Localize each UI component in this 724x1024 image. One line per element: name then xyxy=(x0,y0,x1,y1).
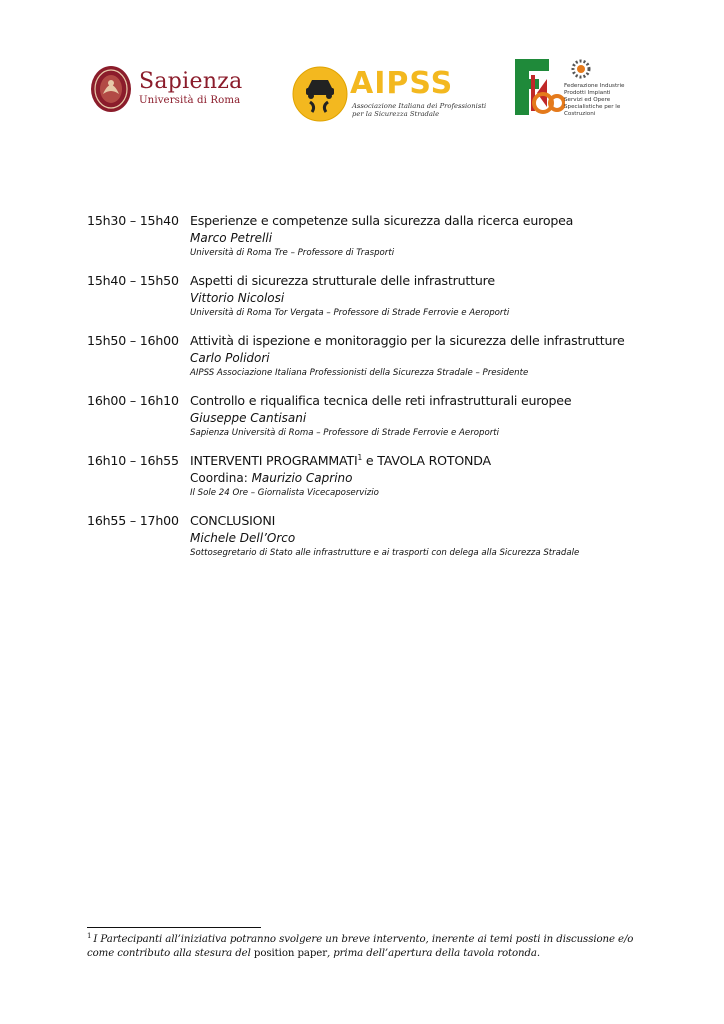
speaker-role: AIPSS Associazione Italiana Professionisti della Sicurezza Stradale – Presidente xyxy=(190,368,529,378)
footnote-number: 1 xyxy=(87,931,92,940)
program-list xyxy=(87,212,687,572)
speaker-name xyxy=(190,470,687,486)
speaker-name: Vittorio Nicolosi xyxy=(190,291,285,305)
footnote-text: I Partecipanti all’iniziativa potranno svolgere un breve intervento, inerente ai temi posti in discussione e/o come contributo alla stesura del xyxy=(87,934,634,959)
session-title: Aspetti di sicurezza strutturale delle infrastrutture xyxy=(190,273,495,288)
finco-logo xyxy=(513,57,623,121)
sapienza-seal-icon xyxy=(89,64,133,114)
session-title: Controllo e riqualifica tecnica delle reti infrastrutturali europee xyxy=(190,393,572,408)
sapienza-logo xyxy=(89,60,249,118)
time-slot: 15h50 – 16h00 xyxy=(87,333,179,348)
session-title: Esperienze e competenze sulla sicurezza dalla ricerca europea xyxy=(190,213,574,228)
time-slot: 16h55 – 17h00 xyxy=(87,513,179,528)
session-title: CONCLUSIONI xyxy=(190,513,276,528)
session-title-main: INTERVENTI PROGRAMMATI xyxy=(190,453,358,468)
sapienza-subtitle: Università di Roma xyxy=(139,95,241,107)
session-title-tail: e TAVOLA ROTONDA xyxy=(362,453,491,468)
session-title: Attività di ispezione e monitoraggio per la sicurezza delle infrastrutture xyxy=(190,333,625,348)
speaker-name: Marco Petrelli xyxy=(190,231,273,245)
program-item xyxy=(87,332,687,380)
coordinator-name: Maurizio Caprino xyxy=(251,471,353,485)
program-item xyxy=(87,452,687,500)
footnote-text-end: , prima dell’apertura della tavola rotonda. xyxy=(326,948,541,959)
time-slot: 16h00 – 16h10 xyxy=(87,393,179,408)
speaker-role: Università di Roma Tor Vergata – Professore di Strade Ferrovie e Aeroporti xyxy=(190,308,510,318)
time-slot: 15h40 – 15h50 xyxy=(87,273,179,288)
speaker-role: Il Sole 24 Ore – Giornalista Vicecaposervizio xyxy=(190,488,379,498)
time-slot: 15h30 – 15h40 xyxy=(87,213,179,228)
speaker-role: Università di Roma Tre – Professore di Trasporti xyxy=(190,248,395,258)
finco-subtitle: Federazione Industrie Prodotti Impianti Servizi ed Opere Specialistiche per le Costruzioni xyxy=(564,83,625,117)
session-title xyxy=(190,452,687,470)
aipss-name: AIPSS xyxy=(350,66,454,101)
footnote xyxy=(87,933,647,961)
sapienza-name: Sapienza xyxy=(139,69,243,95)
program-item xyxy=(87,392,687,440)
aipss-logo xyxy=(292,64,488,124)
speaker-name: Carlo Polidori xyxy=(190,351,270,365)
speaker-name: Michele Dell’Orco xyxy=(190,531,296,545)
speaker-name: Giuseppe Cantisani xyxy=(190,411,307,425)
program-item xyxy=(87,212,687,260)
time-slot: 16h10 – 16h55 xyxy=(87,453,179,468)
coordinator-label: Coordina: xyxy=(190,471,252,485)
program-item xyxy=(87,512,687,560)
speaker-role: Sottosegretario di Stato alle infrastrutture e ai trasporti con delega alla Sicurezza Stradale xyxy=(190,548,580,558)
gear-icon xyxy=(569,57,593,81)
program-item xyxy=(87,272,687,320)
footnote-divider xyxy=(87,927,261,928)
aipss-subtitle: Associazione Italiana dei Professionisti per la Sicurezza Stradale xyxy=(352,102,487,118)
finco-mark-icon xyxy=(513,57,565,117)
aipss-road-icon xyxy=(292,66,348,122)
footnote-emphasis: position paper xyxy=(253,948,327,959)
speaker-role: Sapienza Università di Roma – Professore di Strade Ferrovie e Aeroporti xyxy=(190,428,500,438)
footnote-ref: 1 xyxy=(357,452,363,462)
